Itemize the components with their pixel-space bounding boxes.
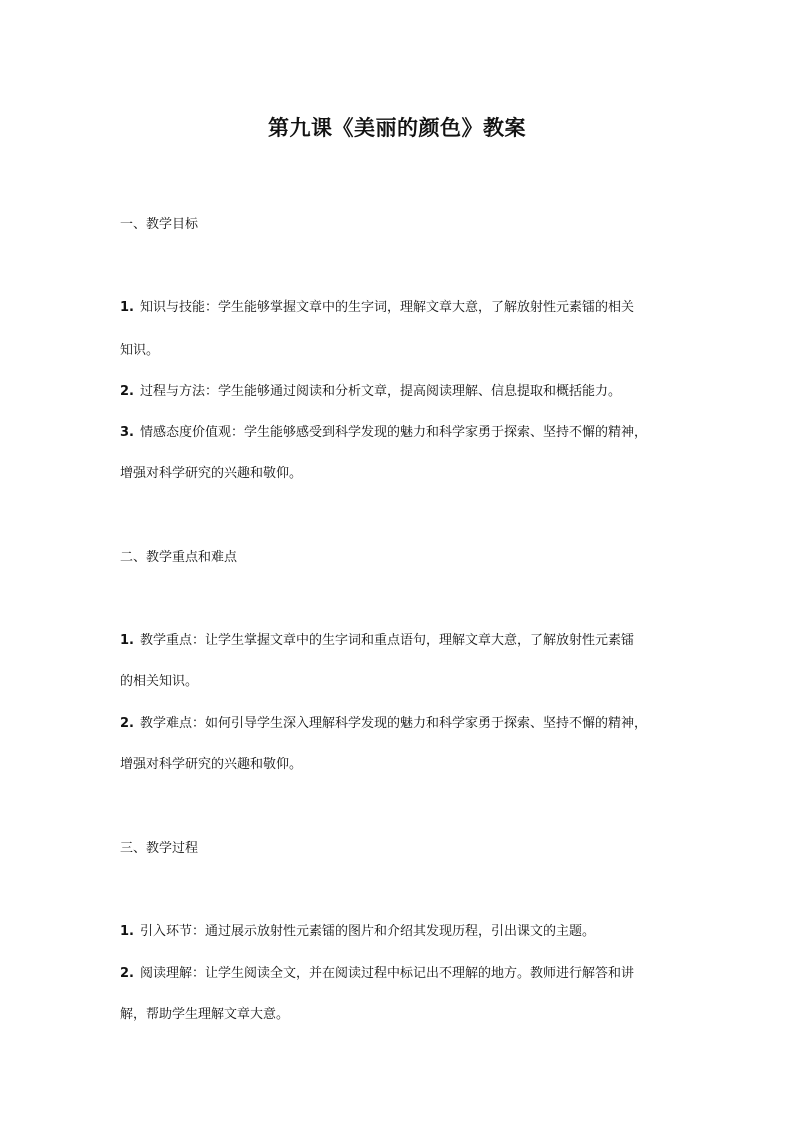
item-number: 2. bbox=[120, 384, 134, 399]
paragraph-line: 知识。 bbox=[120, 343, 160, 358]
paragraph-line: 解，帮助学生理解文章大意。 bbox=[120, 1007, 290, 1022]
item-number: 2. bbox=[120, 966, 134, 981]
paragraph-line: 增强对科学研究的兴趣和敬仰。 bbox=[120, 757, 303, 772]
paragraph-line bbox=[120, 920, 690, 939]
item-number: 1. bbox=[120, 300, 134, 315]
item-text: 引入环节：通过展示放射性元素镭的图片和介绍其发现历程，引出课文的主题。 bbox=[139, 924, 595, 939]
paragraph-line: 增强对科学研究的兴趣和敬仰。 bbox=[120, 466, 303, 481]
section-heading-process: 三、教学过程 bbox=[120, 841, 199, 856]
paragraph-line bbox=[120, 296, 690, 315]
item-number: 2. bbox=[120, 716, 134, 731]
item-text: 教学重点：让学生掌握文章中的生字词和重点语句，理解文章大意，了解放射性元素镭 bbox=[139, 633, 634, 648]
item-number: 3. bbox=[120, 425, 134, 440]
item-text: 过程与方法：学生能够通过阅读和分析文章，提高阅读理解、信息提取和概括能力。 bbox=[139, 384, 621, 399]
paragraph-line bbox=[120, 962, 690, 981]
paragraph-line: 的相关知识。 bbox=[120, 674, 199, 689]
paragraph-line bbox=[120, 380, 690, 399]
paragraph-line bbox=[120, 629, 690, 648]
paragraph-line bbox=[120, 712, 690, 731]
page-title: 第九课《美丽的颜色》教案 bbox=[268, 116, 526, 140]
item-text: 阅读理解：让学生阅读全文，并在阅读过程中标记出不理解的地方。教师进行解答和讲 bbox=[139, 966, 634, 981]
item-text: 教学难点：如何引导学生深入理解科学发现的魅力和科学家勇于探索、坚持不懈的精神， bbox=[139, 716, 647, 731]
item-number: 1. bbox=[120, 633, 134, 648]
section-heading-objectives: 一、教学目标 bbox=[120, 217, 199, 232]
item-text: 情感态度价值观：学生能够感受到科学发现的魅力和科学家勇于探索、坚持不懈的精神， bbox=[139, 425, 647, 440]
item-number: 1. bbox=[120, 924, 134, 939]
paragraph-line bbox=[120, 421, 690, 440]
section-heading-key-points: 二、教学重点和难点 bbox=[120, 550, 238, 565]
item-text: 知识与技能：学生能够掌握文章中的生字词，理解文章大意，了解放射性元素镭的相关 bbox=[139, 300, 634, 315]
